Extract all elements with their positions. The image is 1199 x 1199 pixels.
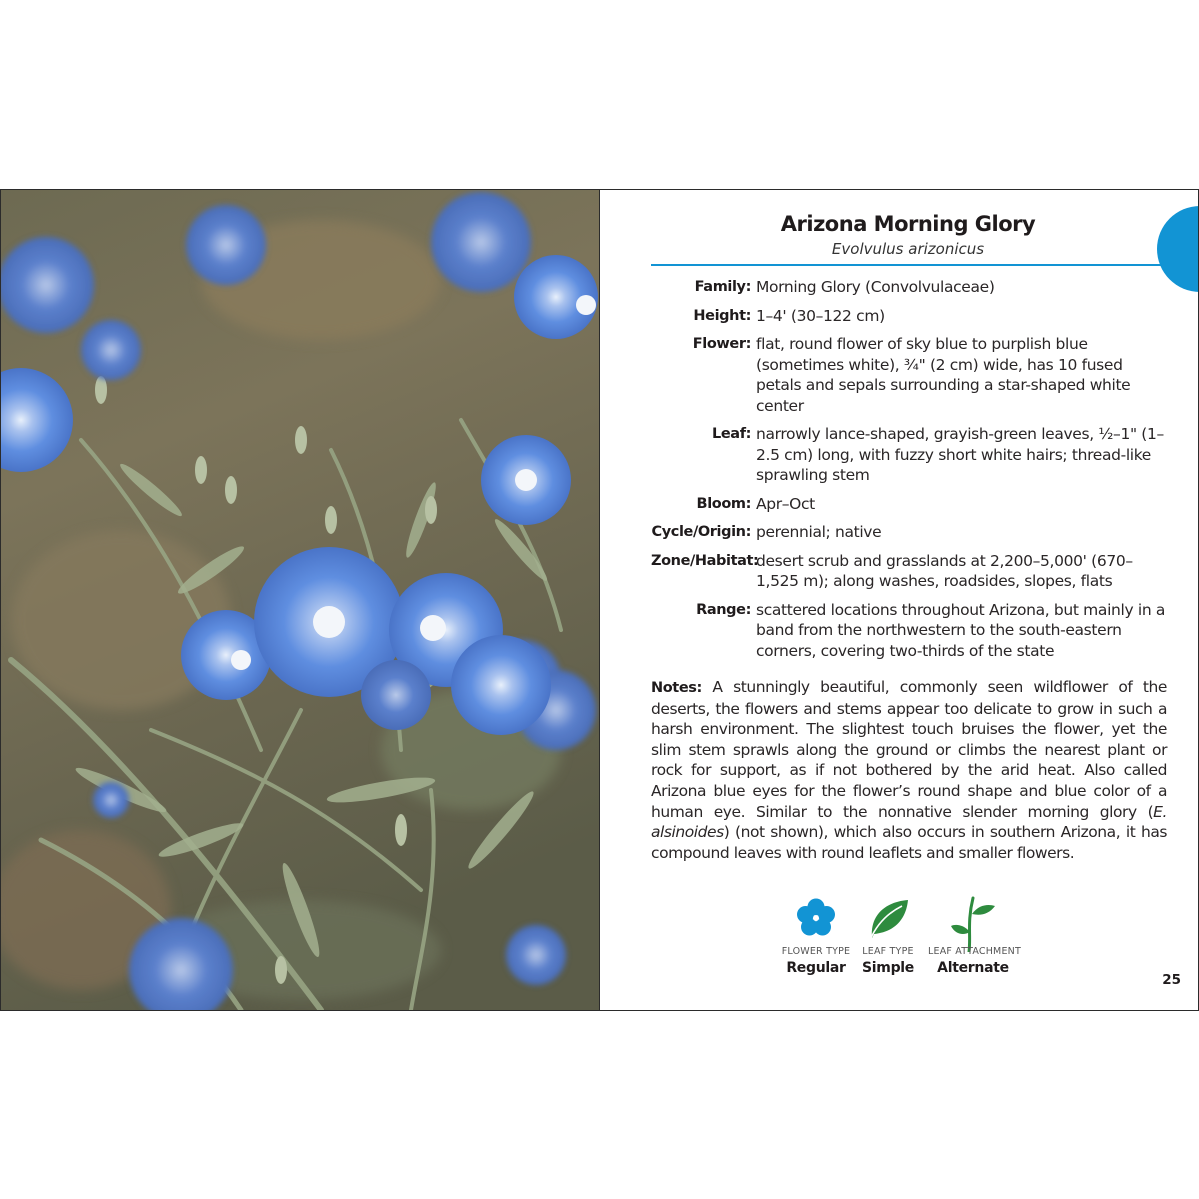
field-family [651,277,1171,298]
field-range [651,600,1171,662]
field-label: Bloom: [696,495,751,512]
field-flower [651,334,1171,416]
field-value: Morning Glory (Convolvulaceae) [756,278,995,296]
icon-caption: FLOWER TYPE [781,946,851,957]
field-value: desert scrub and grasslands at 2,200–5,000' (670–1,525 m); along washes, roadsides, slopes, flats [756,551,1133,590]
field-value: 1–4' (30–122 cm) [756,306,885,325]
leaf-alternate-icon [949,896,997,952]
scientific-name: Evolvulus arizonicus [831,240,985,258]
field-value: flat, round flower of sky blue to purplish blue (sometimes white), ¾" (2 cm) wide, has 10 fused petals and sepals surrounding a star-shaped white center [756,335,1131,415]
icon-value: Alternate [937,960,1009,976]
field-list [651,277,1171,669]
field-height [651,306,1171,327]
notes-text-end: ) (not shown), which also occurs in southern Arizona, it has compound leaves with round leaflets and smaller flowers. [651,823,1167,862]
flower-photo [1,190,600,1010]
flower-regular-icon [794,896,838,940]
icon-legend [771,896,1031,996]
leaf-attachment-key [928,896,1021,976]
field-value: perennial; native [756,523,882,541]
field-value: narrowly lance-shaped, grayish-green leaves, ½–1" (1–2.5 cm) long, with fuzzy short white hairs; thread-like sprawling stem [756,425,1164,484]
icon-caption: LEAF TYPE [862,946,914,957]
field-label: Zone/Habitat: [651,552,759,569]
field-label: Height: [693,307,751,324]
field-label: Flower: [692,336,751,352]
page-number: 25 [1162,972,1181,988]
book-spread [0,189,1199,1011]
text-page [601,190,1198,1010]
notes-paragraph [651,677,1167,863]
field-label: Family: [694,279,751,295]
notes-label: Notes: [651,680,702,696]
icon-caption: LEAF ATTACHMENT [928,946,1021,957]
icon-value: Regular [786,960,846,976]
icon-value: Simple [862,960,914,976]
notes-text: A stunningly beautiful, commonly seen wildflower of the deserts, the flowers and stems appear too delicate to grow in such a harsh environment. The slightest touch bruises the flower, yet the slim stem sprawls along the ground or climbs the nearest plant or rock for support, as if not bothered by the arid heat. Also called Arizona blue eyes for the flower’s round shape and blue color of a human eye. Similar to the nonnative slender morning glory ( [651,678,1167,821]
leaf-simple-icon [864,896,912,940]
notes-italic-name: E. alsinoides [651,802,1167,842]
page-title: Arizona Morning Glory [780,212,1036,236]
field-value: scattered locations throughout Arizona, but mainly in a band from the northwestern to the south-eastern corners, covering two-thirds of the state [756,600,1166,660]
field-label: Leaf: [712,426,751,442]
field-label: Cycle/Origin: [651,524,751,540]
field-zone-habitat [651,551,1171,592]
field-label: Range: [696,601,751,618]
field-bloom [651,494,1171,515]
field-cycle-origin [651,522,1171,543]
field-leaf [651,424,1171,486]
title-divider [651,264,1161,266]
leaf-type-key [843,896,933,976]
field-value: Apr–Oct [756,494,815,513]
